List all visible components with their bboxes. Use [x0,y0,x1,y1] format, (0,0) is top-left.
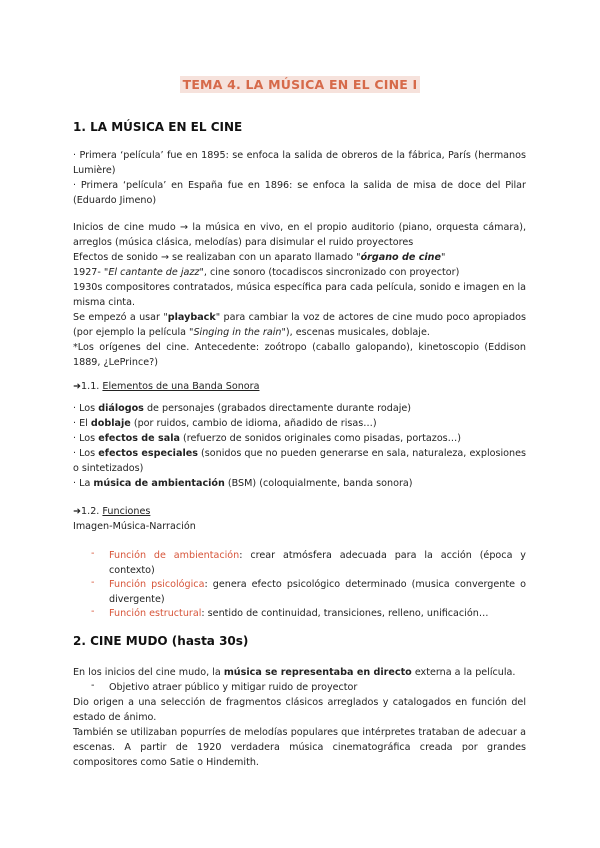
section-1-heading: 1. LA MÚSICA EN EL CINE [73,120,243,134]
paragraph-cine-mudo: Inicios de cine mudo → la música en vivo, en el propio auditorio (piano, orquesta cámara), arreglos (música clásica, melodías) para disimular el ruido proyectores [73,222,526,248]
paragraph-origenes: *Los orígenes del cine. Antecedente: zoótropo (caballo galopando), kinetoscopio (Eddison 1889, ¿LePrince?) [73,342,526,368]
paragraph-1927: 1927- "El cantante de jazz", cine sonoro (tocadiscos sincronizado con proyector) [73,267,460,278]
document-title: TEMA 4. LA MÚSICA EN EL CINE I [0,74,600,93]
first-film-france: · Primera ‘película’ fue en 1895: se enfoca la salida de obreros de la fábrica, París (hermanos Lumière) [73,150,526,176]
banda-sonora-elements-list [73,401,526,491]
section-2-heading: 2. CINE MUDO (hasta 30s) [73,634,249,648]
bullet-dash: - [91,606,95,617]
list-item: Función psicológica: genera efecto psicológico determinado (musica convergente o divergente) [109,579,526,605]
bullet-dash: - [91,577,95,588]
list-item: · Los efectos especiales (sonidos que no pueden generarse en sala, naturaleza, explosiones o sintetizados) [73,448,526,474]
list-item: Función de ambientación: crear atmósfera adecuada para la acción (época y contexto) [109,550,526,576]
list-item: · La música de ambientación (BSM) (coloquialmente, banda sonora) [73,478,413,489]
section-2-body [73,695,526,770]
subsection-1-1-heading: ➜1.1. Elementos de una Banda Sonora [73,381,260,392]
list-item: · El doblaje (por ruidos, cambio de idioma, añadido de risas…) [73,418,377,429]
bullet-dash: - [91,548,95,559]
paragraph-popurries: También se utilizaban popurríes de melodías populares que intérpretes trataban de adecuar a escenas. A partir de 1920 verdadera música cinematográfica creada por grandes compositores como Satie o Hindemith. [73,727,526,768]
bullet-dash: - [91,680,95,691]
list-item: · Los diálogos de personajes (grabados directamente durante rodaje) [73,403,412,414]
section-1-body [73,220,526,370]
first-films-list [73,148,526,208]
paragraph-efectos: Efectos de sonido → se realizaban con un aparato llamado "órgano de cine" [73,252,446,263]
subsection-1-2-heading: ➜1.2. Funciones [73,506,151,517]
paragraph-playback: Se empezó a usar "playback" para cambiar la voz de actores de cine mudo poco apropiados (por ejemplo la película "Singing in the rain"), escenas musicales, doblaje. [73,312,527,338]
paragraph-directo: En los inicios del cine mudo, la música se representaba en directo externa a la película. [73,667,516,678]
list-item: · Los efectos de sala (refuerzo de sonidos originales como pisadas, portazos…) [73,433,462,444]
list-item: Función estructural: sentido de continuidad, transiciones, relleno, unificación… [109,608,489,619]
funciones-intro: Imagen-Música-Narración [73,521,196,532]
first-film-spain: · Primera ‘película’ en España fue en 1896: se enfoca la salida de misa de doce del Pilar (Eduardo Jimeno) [73,180,526,206]
paragraph-1930: 1930s compositores contratados, música específica para cada película, sonido e imagen en la misma cinta. [73,282,526,308]
paragraph-seleccion: Dio origen a una selección de fragmentos clásicos arreglados y catalogados en función del estado de ánimo. [73,697,526,723]
list-item: Objetivo atraer público y mitigar ruido de proyector [109,682,358,693]
